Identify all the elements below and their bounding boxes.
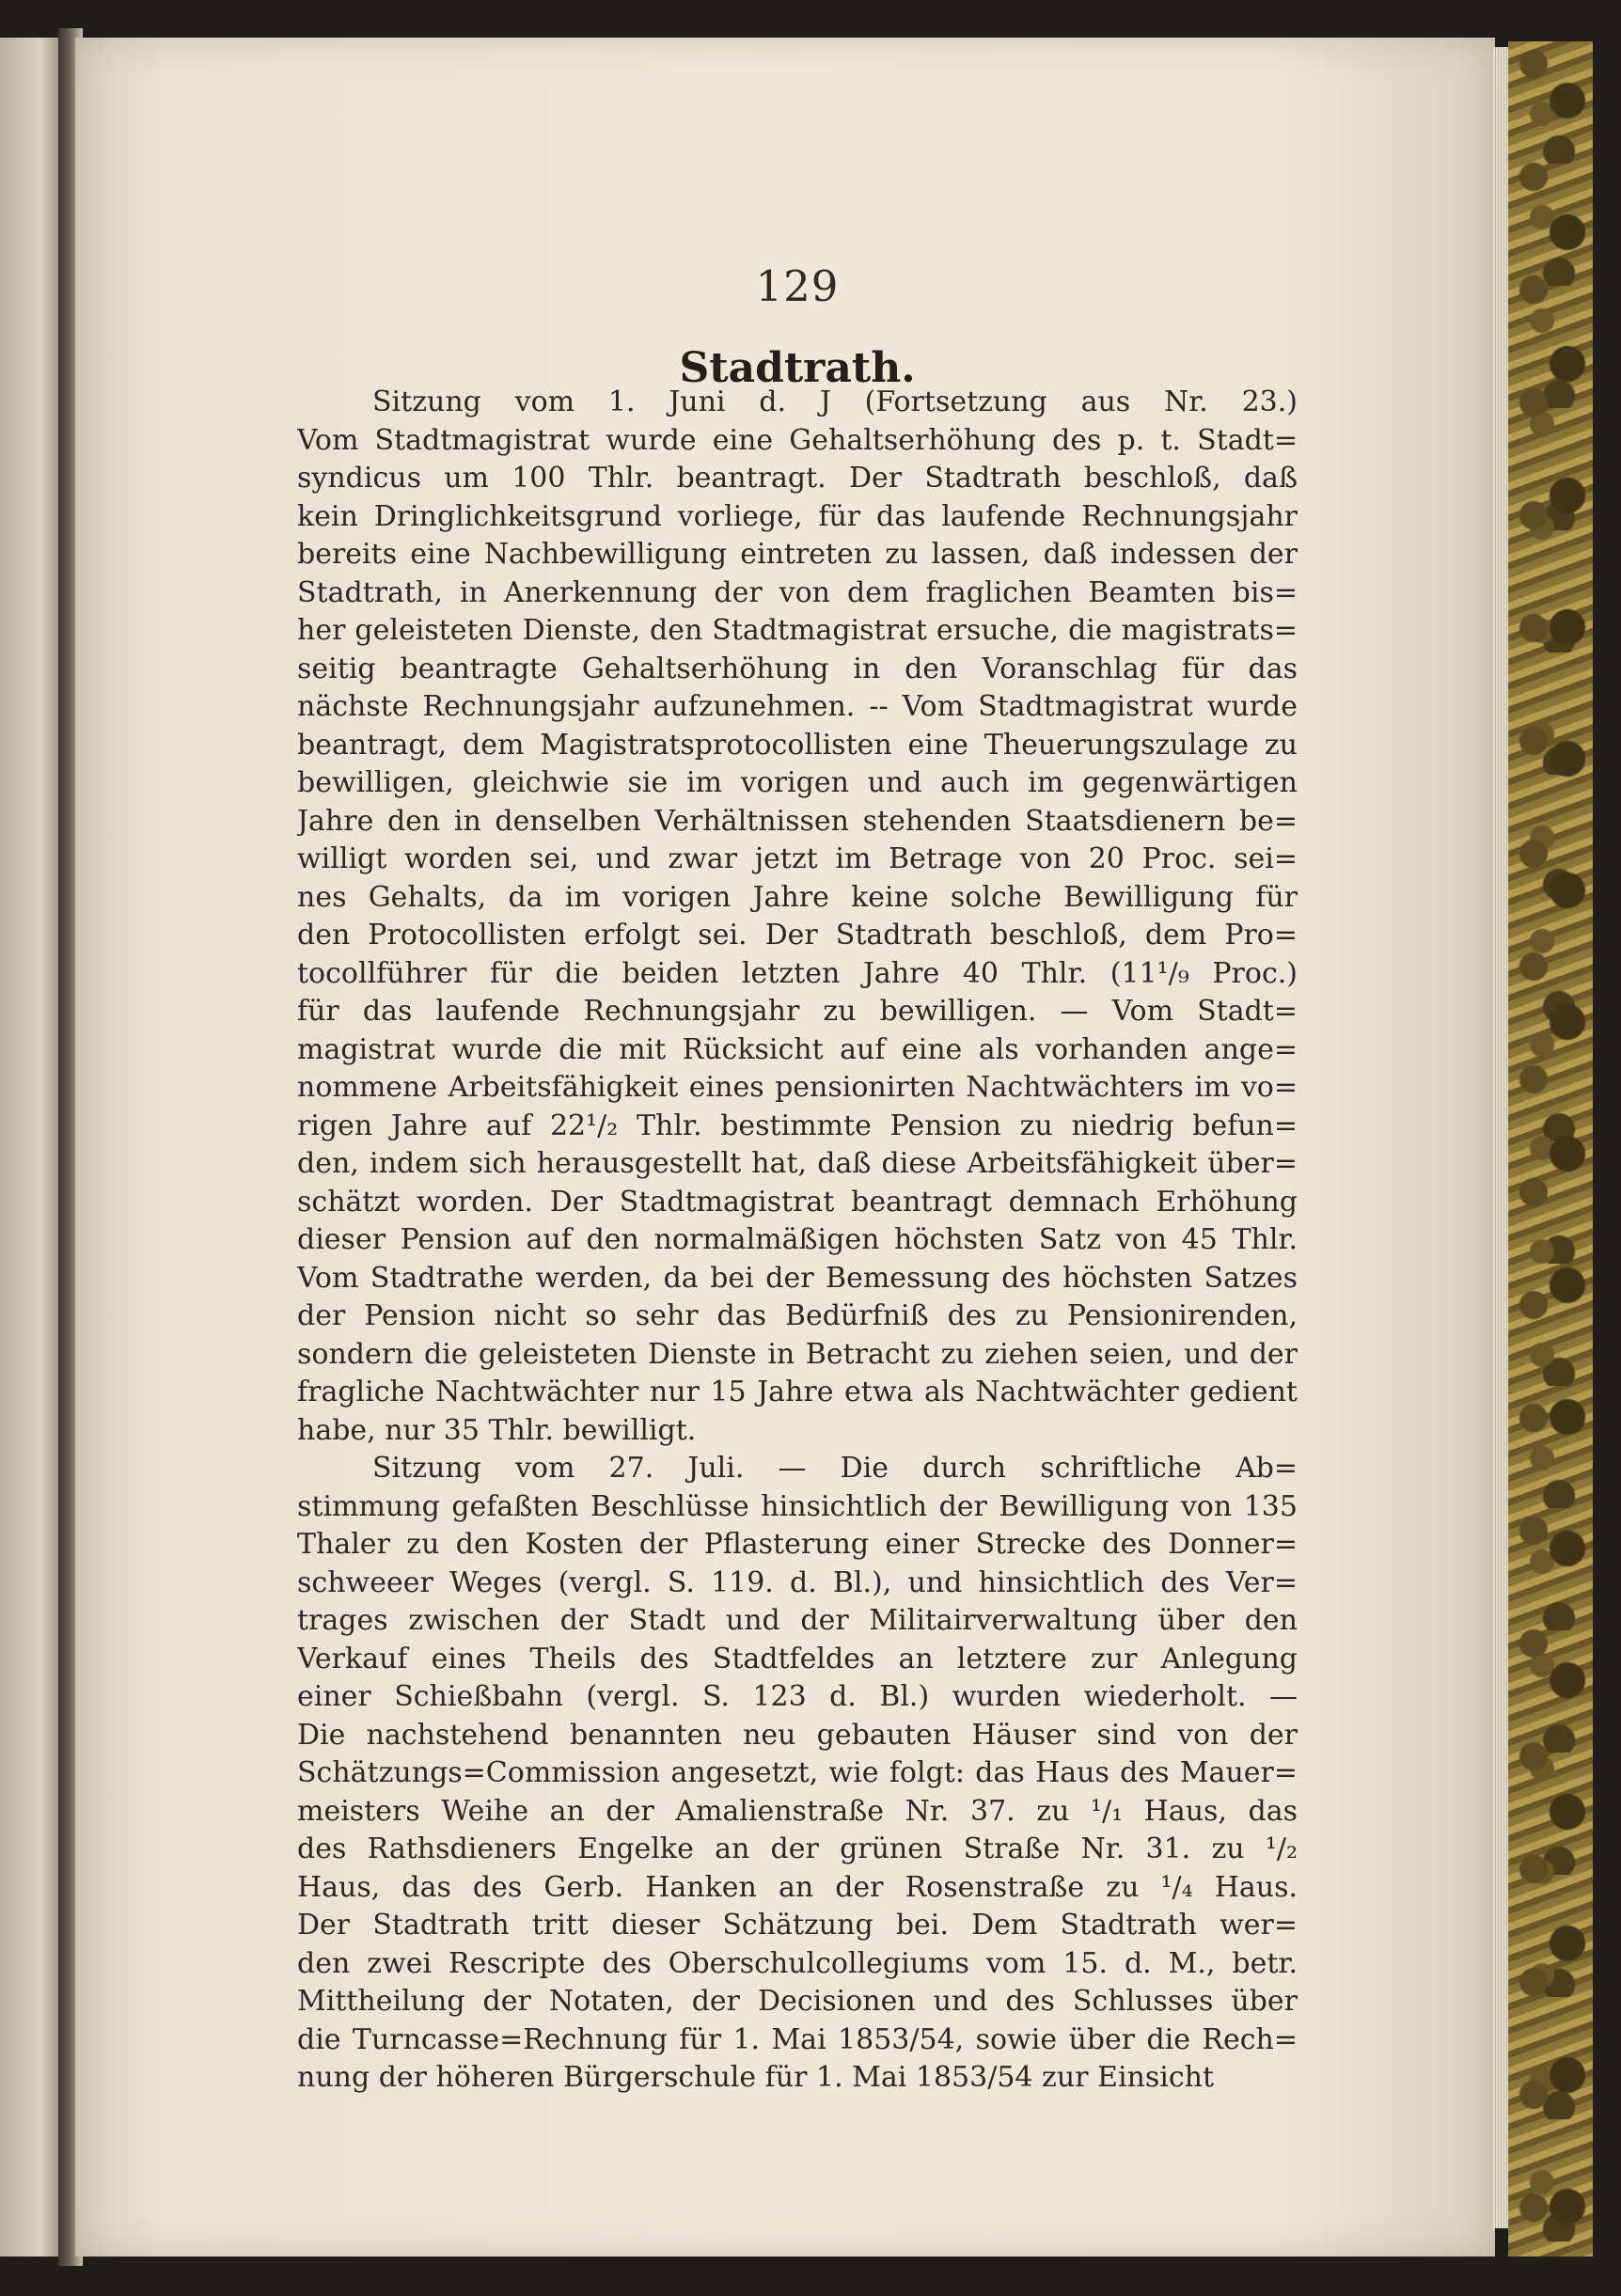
- text-line: meisters Weihe an der Amalienstraße Nr. 37. zu ¹/₁ Haus, das: [297, 1794, 1298, 1828]
- text-line: den Protocollisten erfolgt sei. Der Stadtrath beschloß, dem Pro=: [297, 919, 1298, 951]
- text-line: Verkauf eines Theils des Stadtfeldes an letztere zur Anlegung: [297, 1642, 1298, 1675]
- text-line: schätzt worden. Der Stadtmagistrat beantragt demnach Erhöhung: [297, 1185, 1298, 1219]
- text-line: bewilligen, gleichwie sie im vorigen und auch im gegenwärtigen: [297, 766, 1298, 799]
- text-line: der Pension nicht so sehr das Bedürfniß des zu Pensionirenden,: [297, 1299, 1298, 1332]
- text-line: Mittheilung der Notaten, der Decisionen und des Schlusses über: [297, 1985, 1298, 2018]
- text-line: Sitzung vom 1. Juni d. J (Fortsetzung aus Nr. 23.): [372, 385, 1298, 418]
- text-line: nommene Arbeitsfähigkeit eines pensionirten Nachtwächters im vo=: [297, 1071, 1298, 1104]
- text-line: schweeer Weges (vergl. S. 119. d. Bl.), und hinsichtlich des Ver=: [297, 1565, 1298, 1599]
- text-line: willigt worden sei, und zwar jetzt im Betrage von 20 Proc. sei=: [297, 842, 1298, 875]
- text-line: Die nachstehend benannten neu gebauten Häuser sind von der: [297, 1718, 1298, 1752]
- text-line: den, indem sich herausgestellt hat, daß diese Arbeitsfähigkeit über=: [297, 1147, 1298, 1180]
- text-line: für das laufende Rechnungsjahr zu bewilligen. — Vom Stadt=: [297, 995, 1298, 1028]
- book-page: [75, 38, 1495, 2257]
- page-number: 129: [755, 261, 840, 311]
- text-line: habe, nur 35 Thlr. bewilligt.: [297, 1413, 697, 1447]
- text-line: magistrat wurde die mit Rücksicht auf eine als vorhanden ange=: [297, 1032, 1298, 1066]
- text-line: Stadtrath, in Anerkennung der von dem fraglichen Beamten bis=: [297, 575, 1298, 609]
- text-line: nes Gehalts, da im vorigen Jahre keine solche Bewilligung für: [297, 880, 1298, 914]
- text-line: rigen Jahre auf 22¹/₂ Thlr. bestimmte Pension zu niedrig befun=: [297, 1109, 1298, 1142]
- text-line: Thaler zu den Kosten der Pflasterung einer Strecke des Donner=: [297, 1528, 1298, 1561]
- body-text: [297, 384, 1298, 2098]
- text-line: Haus, das des Gerb. Hanken an der Rosenstraße zu ¹/₄ Haus.: [297, 1870, 1298, 1904]
- text-line: trages zwischen der Stadt und der Militairverwaltung über den: [297, 1604, 1298, 1637]
- text-line: syndicus um 100 Thlr. beantragt. Der Stadtrath beschloß, daß: [297, 462, 1298, 495]
- text-line: stimmung gefaßten Beschlüsse hinsichtlich der Bewilligung von 135: [297, 1489, 1298, 1523]
- text-line: den zwei Rescripte des Oberschulcollegiums vom 15. d. M., betr.: [297, 1946, 1298, 1980]
- text-line: seitig beantragte Gehaltserhöhung in den Voranschlag für das: [297, 652, 1298, 685]
- text-line: die Turncasse=Rechnung für 1. Mai 1853/54, sowie über die Rech=: [297, 2022, 1298, 2056]
- text-line: Vom Stadtmagistrat wurde eine Gehaltserhöhung des p. t. Stadt=: [297, 423, 1298, 457]
- marbled-cover: [1508, 41, 1593, 2257]
- text-line: nächste Rechnungsjahr aufzunehmen. -- Vom Stadtmagistrat wurde: [297, 690, 1298, 723]
- text-line: bereits eine Nachbewilligung eintreten zu lassen, daß indessen der: [297, 538, 1298, 571]
- text-line: Sitzung vom 27. Juli. — Die durch schriftliche Ab=: [372, 1452, 1298, 1485]
- text-line: einer Schießbahn (vergl. S. 123 d. Bl.) wurden wiederholt. —: [297, 1680, 1298, 1713]
- text-line: kein Dringlichkeitsgrund vorliege, für das laufende Rechnungsjahr: [297, 499, 1298, 533]
- text-line: Der Stadtrath tritt dieser Schätzung bei. Dem Stadtrath wer=: [297, 1909, 1298, 1942]
- section-heading: Stadtrath.: [679, 344, 916, 392]
- text-line: Jahre den in denselben Verhältnissen stehenden Staatsdienern be=: [297, 804, 1298, 838]
- left-page-edge: [0, 38, 66, 2257]
- text-line: nung der höheren Bürgerschule für 1. Mai 1853/54 zur Einsicht: [297, 2061, 1215, 2094]
- text-line: beantragt, dem Magistratsprotocollisten eine Theuerungszulage zu: [297, 728, 1298, 762]
- text-line: Vom Stadtrathe werden, da bei der Bemessung des höchsten Satzes: [297, 1261, 1298, 1295]
- text-line: sondern die geleisteten Dienste in Betracht zu ziehen seien, und der: [297, 1337, 1298, 1371]
- text-line: fragliche Nachtwächter nur 15 Jahre etwa als Nachtwächter gedient: [297, 1376, 1298, 1408]
- text-line: tocollführer für die beiden letzten Jahre 40 Thlr. (11¹/₉ Proc.): [297, 956, 1298, 990]
- text-line: des Rathsdieners Engelke an der grünen Straße Nr. 31. zu ¹/₂: [297, 1832, 1298, 1865]
- text-line: Schätzungs=Commission angesetzt, wie folgt: das Haus des Mauer=: [297, 1756, 1298, 1789]
- text-line: her geleisteten Dienste, den Stadtmagistrat ersuche, die magistrats=: [297, 614, 1298, 647]
- text-line: dieser Pension auf den normalmäßigen höchsten Satz von 45 Thlr.: [297, 1223, 1298, 1256]
